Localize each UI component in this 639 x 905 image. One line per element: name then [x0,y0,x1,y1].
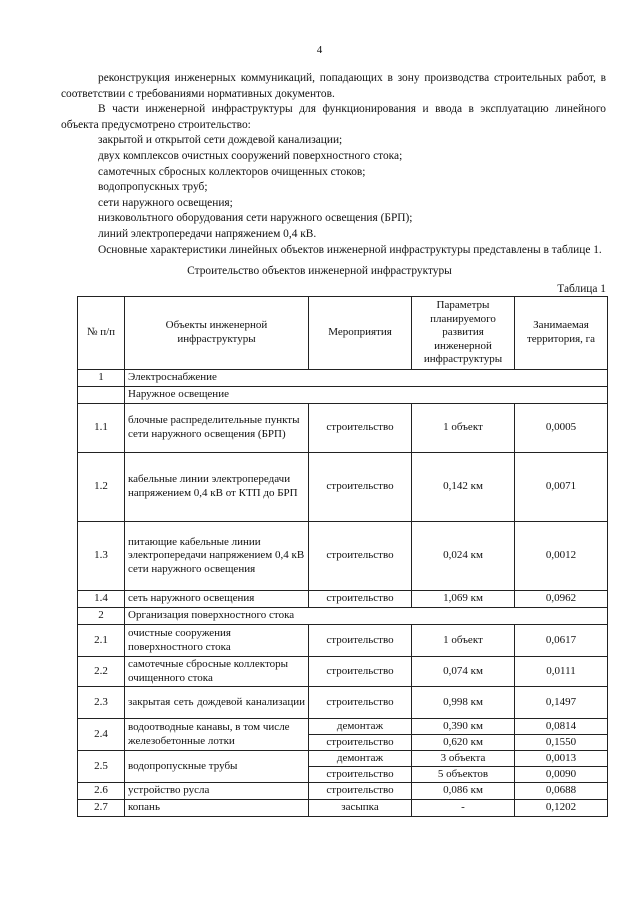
row-object: устройство русла [125,783,309,800]
row-action: строительство [309,687,412,719]
list-item: низковольтного оборудования сети наружного освещения (БРП); [98,212,413,225]
infrastructure-table [77,296,608,817]
row-num: 1.3 [78,522,125,591]
row-num: 2.7 [78,800,125,817]
section-title: Организация поверхностного стока [125,608,608,625]
row-param: 1 объект [412,625,515,657]
row-action: засыпка [309,800,412,817]
row-object: питающие кабельные линии электропередачи напряжением 0,4 кВ сети наружного освещения [125,522,309,591]
row-area: 0,0013 [515,751,608,767]
page-number: 4 [316,44,323,56]
row-param: 5 объектов [412,767,515,783]
header-object: Объекты инженерной инфраструктуры [125,297,309,370]
row-param: 0,086 км [412,783,515,800]
row-object: самотечные сбросные коллекторы очищенного стока [125,657,309,687]
header-num: № п/п [78,297,125,370]
row-num: 1.2 [78,453,125,522]
table-row [78,751,608,767]
row-area: 0,1497 [515,687,608,719]
row-param: 1,069 км [412,591,515,608]
row-action: строительство [309,767,412,783]
row-param: - [412,800,515,817]
table-row [78,522,608,591]
list-item: закрытой и открытой сети дождевой канализации; [98,134,343,147]
empty-cell [78,387,125,404]
row-num: 2.4 [78,719,125,751]
row-area: 0,1202 [515,800,608,817]
table-row [78,719,608,735]
list-item: двух комплексов очистных сооружений поверхностного стока; [98,149,403,162]
section-num: 1 [78,370,125,387]
list-item: самотечных сбросных коллекторов очищенных стоков; [98,165,366,178]
row-action: строительство [309,591,412,608]
row-area: 0,1550 [515,735,608,751]
header-area: Занимаемая территория, га [515,297,608,370]
body-text [61,71,606,258]
list-item: водопропускных труб; [98,181,208,194]
row-num: 2.1 [78,625,125,657]
row-action: строительство [309,453,412,522]
table-caption: Строительство объектов инженерной инфраструктуры [187,265,452,277]
row-param: 0,024 км [412,522,515,591]
list-item: линий электропередачи напряжением 0,4 кВ. [98,227,317,240]
row-param: 0,074 км [412,657,515,687]
table-label: Таблица 1 [557,283,606,295]
row-action: строительство [309,783,412,800]
row-object: закрытая сеть дождевой канализации [125,687,309,719]
section-num: 2 [78,608,125,625]
subsection-row [78,387,608,404]
section-row [78,370,608,387]
row-param: 3 объекта [412,751,515,767]
row-object: водопропускные трубы [125,751,309,783]
table-row [78,783,608,800]
row-num: 2.3 [78,687,125,719]
row-object: очистные сооружения поверхностного стока [125,625,309,657]
section-title: Электроснабжение [125,370,608,387]
row-area: 0,0688 [515,783,608,800]
row-object: сеть наружного освещения [125,591,309,608]
row-num: 1.1 [78,404,125,453]
row-action: строительство [309,735,412,751]
row-num: 2.6 [78,783,125,800]
header-action: Мероприятия [309,297,412,370]
row-param: 0,998 км [412,687,515,719]
row-object: водоотводные канавы, в том числе железобетонные лотки [125,719,309,751]
row-area: 0,0090 [515,767,608,783]
row-param: 0,390 км [412,719,515,735]
paragraph: Основные характеристики линейных объектов инженерной инфраструктуры представлены в таблице 1. [98,243,602,256]
table-row [78,404,608,453]
row-num: 2.2 [78,657,125,687]
row-area: 0,0814 [515,719,608,735]
header-param: Параметры планируемого развития инженерной инфраструктуры [412,297,515,370]
row-area: 0,0005 [515,404,608,453]
section-row [78,608,608,625]
table-row [78,453,608,522]
paragraph: реконструкция инженерных коммуникаций, попадающих в зону производства строительных работ, в соответствии с требованиями нормативных документов. [61,72,606,100]
row-area: 0,0962 [515,591,608,608]
row-action: демонтаж [309,719,412,735]
table-row [78,591,608,608]
row-area: 0,0617 [515,625,608,657]
row-num: 1.4 [78,591,125,608]
row-object: копань [125,800,309,817]
row-action: демонтаж [309,751,412,767]
table-header-row [78,297,608,370]
list-item: сети наружного освещения; [98,196,233,209]
row-action: строительство [309,404,412,453]
row-area: 0,0071 [515,453,608,522]
row-action: строительство [309,657,412,687]
row-num: 2.5 [78,751,125,783]
paragraph: В части инженерной инфраструктуры для функционирования и ввода в эксплуатацию линейного объекта предусмотрено строительство: [61,103,606,131]
row-action: строительство [309,625,412,657]
table-row [78,625,608,657]
row-area: 0,0012 [515,522,608,591]
table-row [78,800,608,817]
row-object: блочные распределительные пункты сети наружного освещения (БРП) [125,404,309,453]
row-area: 0,0111 [515,657,608,687]
row-param: 0,142 км [412,453,515,522]
subsection-title: Наружное освещение [125,387,608,404]
row-param: 0,620 км [412,735,515,751]
row-action: строительство [309,522,412,591]
table-row [78,657,608,687]
row-object: кабельные линии электропередачи напряжением 0,4 кВ от КТП до БРП [125,453,309,522]
table-row [78,687,608,719]
row-param: 1 объект [412,404,515,453]
